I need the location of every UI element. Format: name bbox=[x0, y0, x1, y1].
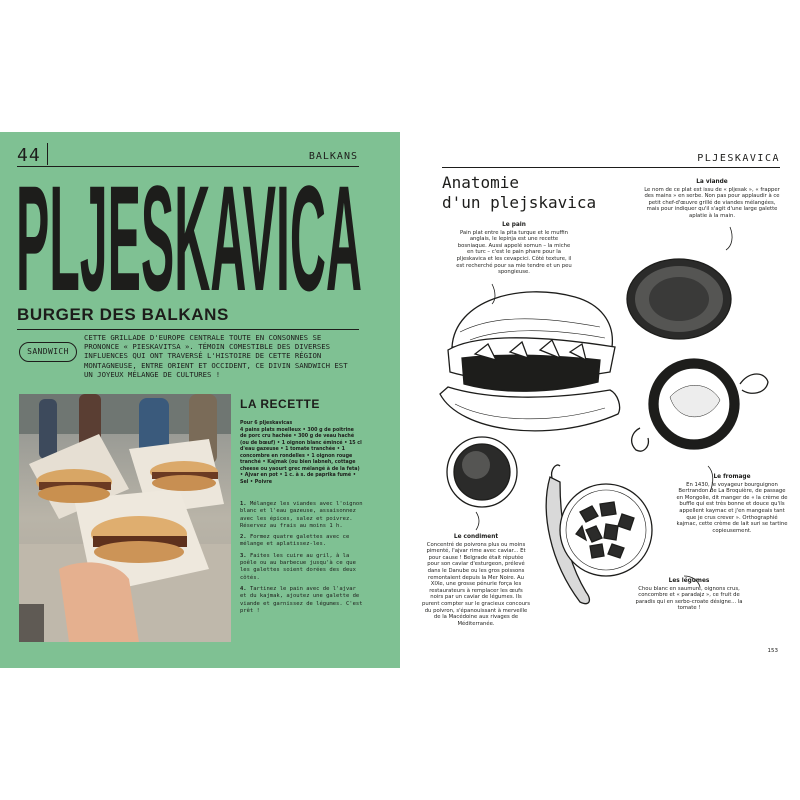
page-subtitle: BURGER DES BALKANS bbox=[17, 305, 229, 324]
patty-drawing bbox=[627, 259, 731, 339]
recipe-step: 4. Tartinez le pain avec de l'ajvar et du kajmak, ajoutez une galette de viande et garnissez de légumes. C'est prêt ! bbox=[240, 585, 363, 614]
intro-text: CETTE GRILLADE D'EUROPE CENTRALE TOUTE EN CONSONNES SE PRONONCE « PIESKAVITSA ». TÉMOIN COMESTIBLE DES DIVERSES INFLUENCES QUI ONT TRAVERSÉ L'HISTOIRE DE CETTE RÉGION MONTAGNEUSE, ENTRE ORIENT ET OCCIDENT, CE DIVIN SANDWICH EST UN JOYEUX MÉLANGE DE CULTURES ! bbox=[84, 333, 348, 379]
region-label: PLJESKAVICA bbox=[697, 153, 780, 164]
category-badge: SANDWICH bbox=[19, 342, 77, 362]
recipe-step: 1. Mélangez les viandes avec l'oignon blanc et l'eau gazeuse, assaisonnez avec les épices, salez et poivrez. Réservez au frais au moins 1 h. bbox=[240, 501, 363, 529]
note-legumes: Les légumes Chou blanc en saumure, oignons crus, concombre et « paradajz », ce fruit de paradis qui en serbo-croate désigne... la tomate ! bbox=[635, 578, 743, 612]
note-fromage: Le fromage En 1430, le voyageur bourguignon Bertrandon de La Broquière, de passage en Mongolie, dit manger de « la crème de buffle qui est très bonne et douce qu'ils appellent kaymac et j'en mangeais tant que je crus crever ». Orthographié kajmac, cette crème de lait suri se tartine copieusement. bbox=[676, 474, 788, 534]
recipe-title: LA RECETTE bbox=[240, 397, 320, 411]
note-condiment: Le condiment Concentré de poivrons plus ou moins pimenté, l'ajvar rime avec caviar... Et pour cause ! Belgrade était réputée pour son caviar d'esturgeon, prélevé dans le Danube ou les gros poissons remontaient depuis la Mer Noire. Au XIXe, une grosse pénurie força les restaurateurs à remplacer les œufs noirs par un caviar de légumes. Ils purent compter sur le gracieux concours du poivron, s'épanouissant à merveille de la Macédoine aux rivages de Méditerranée. bbox=[422, 534, 530, 627]
sandwich-drawing bbox=[440, 292, 620, 431]
ingredients-list: 4 pains plats moelleux • 300 g de poitrine de porc cru hachée • 300 g de veau haché (ou de bœuf) • 1 oignon blanc émincé • 15 cl d'eau gazeuse • 1 tomate tranchée • 1 concombre en rondelles • 1 oignon rouge tranché • Kajmak (ou bien labneh, cottage cheese ou yaourt grec mélangé à de la feta) • Ajvar en pot • 1 c. à s. de paprika fumé • Sel • Poivre bbox=[240, 427, 362, 485]
ingredients-block bbox=[240, 421, 362, 486]
cheese-pan-drawing bbox=[632, 359, 768, 451]
note-pain: Le pain Pain plat entre la pita turque et le muffin anglais, le lepinja est une recette bosniaque. Aussi appelé somun – la miche en turc – c'est le pain phare pour la pljeskavica et les cevapcici. Côté texture, il est recherché pour sa mie tendre et un peu spongieuse. bbox=[456, 222, 572, 276]
sandwich-photo bbox=[19, 394, 231, 642]
title-text: PLJESKAVICA bbox=[16, 174, 362, 302]
region-label: BALKANS bbox=[308, 151, 358, 162]
note-viande: La viande Le nom de ce plat est issu de « pljesak », « frapper des mains » en serbe. Non pas pour applaudir à ce petit chef-d'œuvre grillé de viandes mélangées, mais pour indiquer qu'il s'agit d'une large galette aplatie à la main. bbox=[644, 179, 780, 219]
page-number-divider bbox=[47, 143, 48, 165]
vegetables-plate-drawing bbox=[560, 484, 652, 576]
ajvar-bowl-drawing bbox=[447, 437, 517, 507]
page-number: 44 bbox=[17, 145, 41, 166]
anatomy-title: Anatomie d'un plejskavica bbox=[442, 173, 597, 212]
recipe-step: 2. Formez quatre galettes avec ce mélange et aplatissez-les. bbox=[240, 534, 350, 548]
recipe-step: 3. Faites les cuire au gril, à la poêle ou au barbecue jusqu'à ce que les galettes soient dorées des deux côtés. bbox=[240, 552, 356, 581]
arrow-viande bbox=[726, 227, 732, 250]
header-rule bbox=[17, 166, 359, 167]
ingredients-heading: Pour 6 pljeskavicas bbox=[240, 421, 293, 426]
arrow-condiment bbox=[476, 512, 479, 530]
page-number: 153 bbox=[767, 648, 778, 654]
right-page bbox=[400, 132, 800, 668]
recipe-steps bbox=[240, 501, 363, 619]
subtitle-rule bbox=[17, 329, 359, 330]
left-page bbox=[0, 132, 400, 668]
page-title bbox=[16, 174, 366, 302]
